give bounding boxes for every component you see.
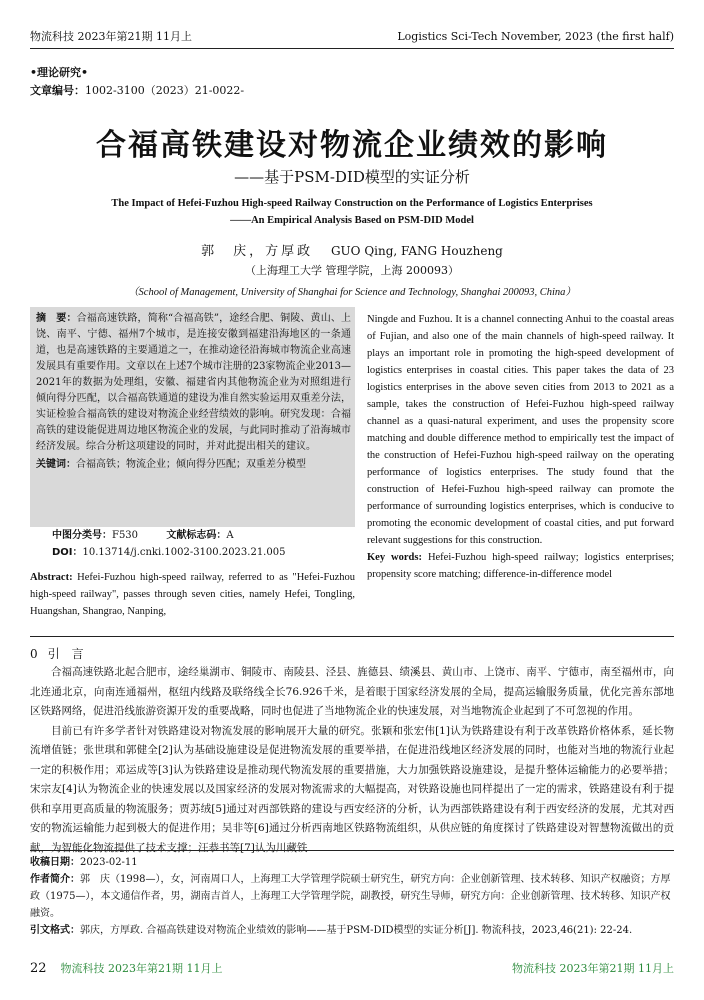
- abstract-divider: [30, 636, 674, 637]
- keywords-zh-label: 关键词：: [36, 459, 76, 470]
- section-number: 0: [30, 647, 38, 661]
- footnotes: [30, 854, 674, 939]
- doc-code-value: A: [226, 530, 234, 541]
- keywords-en: [367, 549, 674, 583]
- footer-left: [30, 960, 223, 976]
- header-journal-en: Logistics Sci-Tech November, 2023 (the first half): [397, 30, 674, 43]
- column-label: •理论研究•: [30, 66, 89, 79]
- cite-text: 郭庆，方厚政. 合福高铁建设对物流企业绩效的影响——基于PSM-DID模型的实证分析[J]. 物流科技，2023,46(21): 22-24.: [80, 925, 633, 936]
- footnote-divider: [30, 850, 674, 851]
- doc-code-label: 文献标志码：: [166, 530, 227, 541]
- page-footer: [30, 960, 674, 976]
- english-title-sub: ——An Empirical Analysis Based on PSM-DID Model: [230, 215, 474, 226]
- english-title: [40, 195, 664, 229]
- keywords-en-label: Key words:: [367, 552, 422, 563]
- bio-label: 作者简介：: [30, 874, 80, 885]
- english-title-main: The Impact of Hefei-Fuzhou High-speed Railway Construction on the Performance of Logistics Enterprises: [111, 198, 593, 209]
- footer-journal-left: 物流科技 2023年第21期 11月上: [60, 962, 223, 975]
- page-title: 合福高铁建设对物流企业绩效的影响: [96, 128, 608, 163]
- body-paragraph-2: 目前已有许多学者针对铁路建设对物流发展的影响展开大量的研究。张颖和张宏伟[1]认为铁路建设有利于改革铁路价格体系，延长物流增值链；张世琪和郭健全[2]认为基础设施建设是促进物流发展的重要举措，在促进沿线地区经济发展的同时，也能对当地的物流行业起一定的积极作用；邓运成等[3]认为铁路建设是推动现代物流发展的重要措施，大力加强铁路设施建设，是提升整体运输能力的必要举措；宋宗友[4]认为物流企业的快速发展以及国家经济的发展对物流需求的大幅提高，对铁路设施也同样提出了一定的需求，铁路建设有利于提供和享用更高质量的物流服务；贾苏绒[5]通过对西部铁路的建设与西安经济的分析，认为西部铁路建设有利于西安经济的发展，尤其对西安的物流运输能力起到极大的促进作用；吴非等[6]通过分析西南地区铁路物流组织，从供应链的角度探讨了铁路建设对智慧物流做出的贡献，为智能化物流提供了技术支撑；汪恭书等[7]认为川藏铁: [30, 724, 674, 854]
- running-header: [30, 26, 674, 49]
- cite-label: 引文格式：: [30, 925, 80, 936]
- abstract-en-left: [30, 569, 355, 620]
- abstract-en-label: Abstract:: [30, 572, 73, 583]
- doi-row: [30, 544, 355, 561]
- authors-en: GUO Qing, FANG Houzheng: [330, 244, 503, 258]
- received-date: [30, 854, 674, 871]
- citation-format: [30, 922, 674, 939]
- abstract-zh-label: 摘 要：: [36, 313, 77, 324]
- header-journal-zh: 物流科技 2023年第21期 11月上: [30, 30, 192, 43]
- page-subtitle: ——基于PSM-DID模型的实证分析: [234, 168, 470, 186]
- article-number-label: 文章编号：: [30, 84, 85, 97]
- abstract-en-left-text: Hefei-Fuzhou high-speed railway, referred to as "Hefei-Fuzhou high-speed railway", passes through seven cities, namely Hefei, Tongling, Huangshan, Shangrao, Nanping,: [30, 572, 356, 617]
- footer-journal-right: 物流科技 2023年第21期 11月上: [512, 962, 674, 975]
- article-meta: [30, 64, 244, 100]
- abstract-zh-box: [30, 307, 355, 527]
- affiliation-en: （School of Management, University of Shanghai for Science and Technology, Shanghai 200093, China）: [128, 287, 576, 298]
- article-number-value: 1002-3100（2023）21-0022-: [85, 84, 245, 97]
- abstract-en-right-text: Ningde and Fuzhou. It is a channel connecting Anhui to the coastal areas of Fujian, and also one of the main channels of high-speed railway. It plays an important role in promoting the high-speed development of logistics enterprises in coastal cities. This paper takes the data of 23 logistics enterprises in the above seven cities from 2013 to 2021 as a sample, takes the construction of Hefei-Fuzhou high-speed railway channel as a quasi-natural experiment, and uses the propensity score matching and double difference method to empirically test the impact of the construction of Hefei-Fuzhou high-speed railway on the operating performance of logistics enterprises. The study found that the construction of Hefei-Fuzhou high-speed railway can promote the performance of surrounding logistics enterprises, which is conducive to promoting the economic development of coastal cities, and put forward relevant suggestions for this construction.: [367, 314, 674, 546]
- received-value: 2023-02-11: [80, 857, 138, 868]
- affiliation-zh: （上海理工大学 管理学院，上海 200093）: [245, 264, 459, 277]
- keywords-en-text: Hefei-Fuzhou high-speed railway; logistics enterprises; propensity score matching; difference-in-difference model: [367, 552, 674, 580]
- doi-label: DOI：: [52, 547, 83, 558]
- body-text: [30, 663, 674, 858]
- abstract-zh-text: 合福高速铁路，简称“合福高铁”，途经合肥、铜陵、黄山、上饶、南平、宁德、福州7个城市，是连接安徽到福建沿海地区的一条通道，也是高速铁路的主要通道之一，在推动途径沿海城市物流企业高速发展具有重要作用。文章以在上述7个城市注册的23家物流企业2013—2021年的数据为处理组，安徽、福建省内其他物流企业为对照组进行倾向得分匹配，以合福高铁通道的建设为准自然实验运用双重差分法，实证检验合福高铁的建设对物流企业经营绩效的影响。研究发现：合福高铁的建设能促进周边地区物流企业的发展，与此同时推动了沿海城市经济发展。综合分析这项建设的同时，并对此提出相关的建议。: [36, 313, 351, 452]
- clc-label: 中图分类号：: [52, 530, 112, 541]
- article-number: [30, 82, 244, 100]
- author-bio: [30, 871, 674, 922]
- abstract-section: [30, 307, 674, 632]
- classification-row: [30, 527, 355, 544]
- clc-value: F530: [112, 530, 139, 541]
- authors: [0, 240, 704, 259]
- section-heading: [30, 645, 84, 662]
- page-number: 22: [30, 961, 47, 976]
- abstract-right-column: [367, 311, 674, 583]
- authors-zh: 郭 庆，方厚政: [201, 244, 314, 259]
- keywords-zh-text: 合福高铁；物流企业；倾向得分匹配；双重差分模型: [76, 459, 306, 470]
- section-title: 引 言: [47, 647, 84, 661]
- body-paragraph-1: 合福高速铁路北起合肥市，途经巢湖市、铜陵市、南陵县、泾县、旌德县、绩溪县、黄山市、上饶市、南平、宁德市，南至福州市，向北连通北京，向南连通福州，枢纽内线路及联络线全长76.926千米，是着眼于国家经济发展的全局，提高运输服务质量，优化完善东部地区铁路网络，促进沿线旅游资源开发的重要战略，同时也促进了当地物流企业的快速发展，对当地物流企业起到了不可忽视的作用。: [30, 666, 674, 717]
- bio-text: 郭 庆（1998—），女，河南周口人，上海理工大学管理学院硕士研究生，研究方向：企业创新管理、技术转移、知识产权融资；方厚政（1975—），本文通信作者，男，湖南吉首人，上海理工大学管理学院，副教授，研究生导师，研究方向：企业创新管理、技术转移、知识产权融资。: [30, 874, 671, 919]
- doi-value: 10.13714/j.cnki.1002-3100.2023.21.005: [82, 547, 286, 558]
- received-label: 收稿日期：: [30, 857, 80, 868]
- keywords-zh: [36, 457, 351, 473]
- abstract-left-column: [30, 307, 355, 620]
